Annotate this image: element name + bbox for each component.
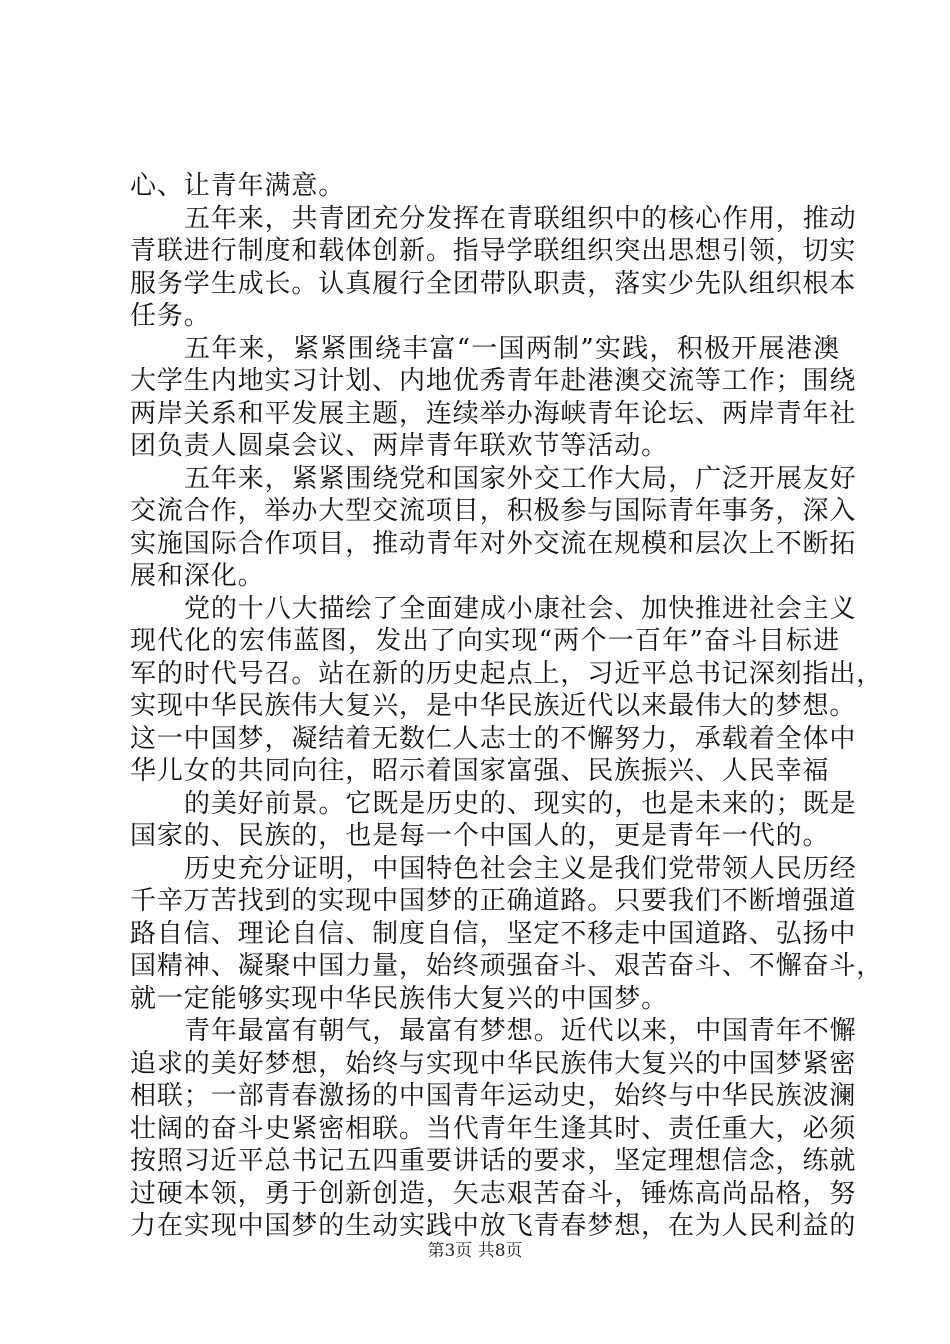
text-line: 团负责人圆桌会议、两岸青年联欢节等活动。 xyxy=(130,431,669,461)
text-line: 五年来，紧紧围绕丰富“一国两制”实践，积极开展港澳 xyxy=(184,333,840,364)
text-line: 就一定能够实现中华民族伟大复兴的中国梦。 xyxy=(130,983,669,1014)
text-line: 壮阔的奋斗史紧密相联。当代青年生逢其时、责任重大，必须 xyxy=(130,1113,857,1144)
text-line: 心、让青年满意。 xyxy=(130,171,346,201)
text-line: 国精神、凝聚中国力量，始终顽强奋斗、艰苦奋斗、不懈奋斗， xyxy=(130,951,884,981)
text-line: 按照习近平总书记五四重要讲话的要求，坚定理想信念，练就 xyxy=(130,1146,857,1176)
text-line: 大学生内地实习计划、内地优秀青年赴港澳交流等工作；围绕 xyxy=(130,366,857,396)
page-footer xyxy=(0,1240,950,1262)
text-line: 国家的、民族的，也是每一个中国人的，更是青年一代的。 xyxy=(130,821,830,851)
text-line: 华儿女的共同向往，昭示着国家富强、民族振兴、人民幸福 xyxy=(130,756,830,786)
text-line: 的美好前景。它既是历史的、现实的，也是未来的；既是 xyxy=(184,788,857,819)
text-line: 青年最富有朝气，最富有梦想。近代以来，中国青年不懈 xyxy=(184,1016,857,1046)
text-line: 五年来，紧紧围绕党和国家外交工作大局，广泛开展友好 xyxy=(184,463,857,494)
text-line: 力在实现中国梦的生动实践中放飞青春梦想，在为人民利益的 xyxy=(130,1211,857,1241)
text-line: 党的十八大描绘了全面建成小康社会、加快推进社会主义 xyxy=(184,593,857,624)
text-line: 任务。 xyxy=(130,301,211,331)
text-line: 过硬本领，勇于创新创造，矢志艰苦奋斗，锤炼高尚品格，努 xyxy=(130,1178,857,1209)
text-line: 青联进行制度和载体创新。指导学联组织突出思想引领，切实 xyxy=(130,236,857,266)
text-line: 服务学生成长。认真履行全团带队职责，落实少先队组织根本 xyxy=(130,268,857,299)
text-line: 五年来，共青团充分发挥在青联组织中的核心作用，推动 xyxy=(184,203,857,234)
page-number-label: 第3页 共8页 xyxy=(427,1241,523,1261)
text-line: 两岸关系和平发展主题，连续举办海峡青年论坛、两岸青年社 xyxy=(130,398,857,429)
text-line: 实现中华民族伟大复兴，是中华民族近代以来最伟大的梦想。 xyxy=(130,691,857,721)
text-line: 交流合作，举办大型交流项目，积极参与国际青年事务，深入 xyxy=(130,496,857,526)
text-line: 相联；一部青春激扬的中国青年运动史，始终与中华民族波澜 xyxy=(130,1081,857,1111)
text-line: 实施国际合作项目，推动青年对外交流在规模和层次上不断拓 xyxy=(130,528,857,559)
text-line: 追求的美好梦想，始终与实现中华民族伟大复兴的中国梦紧密 xyxy=(130,1048,857,1079)
text-line: 历史充分证明，中国特色社会主义是我们党带领人民历经 xyxy=(184,853,857,884)
text-line: 军的时代号召。站在新的历史起点上，习近平总书记深刻指出， xyxy=(130,658,884,689)
text-line: 这一中国梦，凝结着无数仁人志士的不懈努力，承载着全体中 xyxy=(130,723,857,754)
text-line: 路自信、理论自信、制度自信，坚定不移走中国道路、弘扬中 xyxy=(130,918,857,949)
text-line: 展和深化。 xyxy=(130,561,265,591)
document-body xyxy=(130,170,884,1243)
text-line: 现代化的宏伟蓝图，发出了向实现“两个一百年”奋斗目标进 xyxy=(130,626,840,656)
text-line: 千辛万苦找到的实现中国梦的正确道路。只要我们不断增强道 xyxy=(130,886,857,916)
